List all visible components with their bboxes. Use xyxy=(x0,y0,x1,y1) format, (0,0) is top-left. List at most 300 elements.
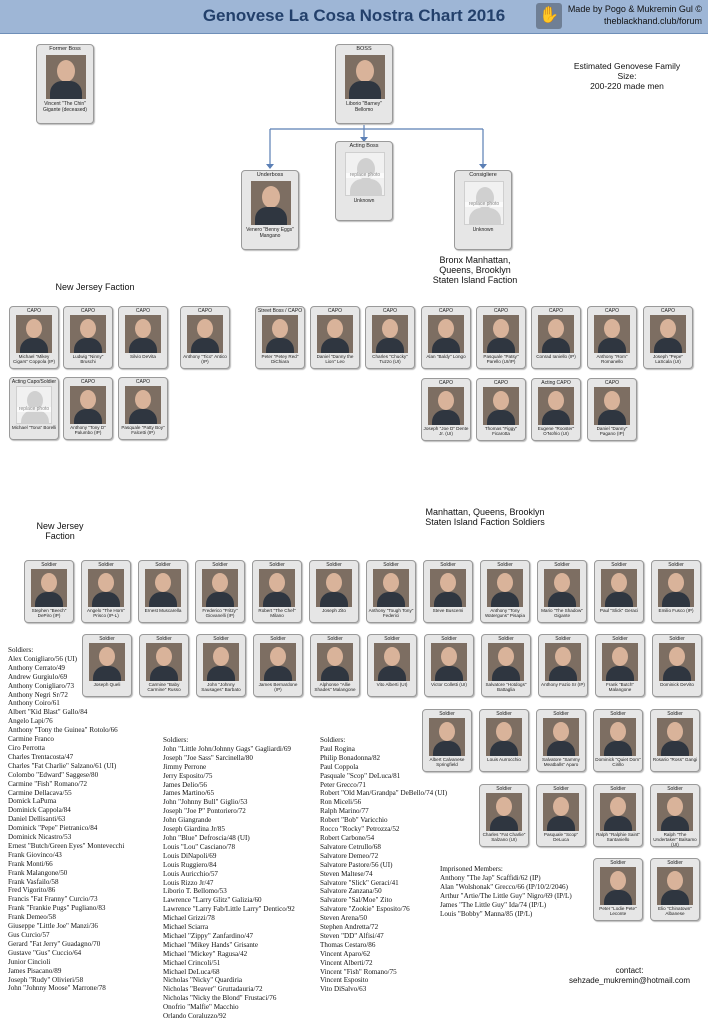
contact-email: sehzade_mukremin@hotmail.com xyxy=(568,976,690,985)
chart-title: Genovese La Cosa Nostra Chart 2016 xyxy=(202,6,506,25)
list-item: Albert "Kid Blast" Gallo/84 xyxy=(8,708,88,717)
card-rank: Soldier xyxy=(668,562,684,568)
list-item: John "Johnny Bull" Giglio/53 xyxy=(163,798,248,807)
portrait-photo xyxy=(545,643,581,681)
list-item: Dominick Cappola/84 xyxy=(8,806,71,815)
note-line: Size: xyxy=(617,71,637,81)
list-item: Vincent Aparo/62 xyxy=(320,949,371,958)
portrait-photo xyxy=(431,643,467,681)
card-name: Thomas "Figgy" Ficarotta xyxy=(484,426,518,436)
card-rank: CAPO xyxy=(327,308,343,314)
list-item: James Pisacano/89 xyxy=(8,966,62,975)
ny-faction-heading: Bronx Manhattan, Queens, Brooklyn Staten Island Faction xyxy=(432,255,518,285)
card-rank: CAPO xyxy=(382,308,398,314)
portrait-photo xyxy=(70,315,106,353)
list-item: Anthony Coiro/61 xyxy=(8,699,60,708)
card-name: Rosario "Ross" Gangi xyxy=(652,757,698,762)
member-card xyxy=(421,306,471,369)
portrait-photo xyxy=(146,643,182,681)
card-name: Conrad Ianiello (IP) xyxy=(536,354,576,359)
list-item: John Giangrande xyxy=(163,816,212,825)
list-item: Philip Bonadonna/82 xyxy=(320,753,381,762)
member-card xyxy=(479,709,529,772)
list-item: Dominick "Pepe" Pietranico/84 xyxy=(8,824,98,833)
list-item: Michael Sciarra xyxy=(163,923,209,932)
member-card xyxy=(9,306,59,369)
list-item: Colombo "Edward" Saggese/80 xyxy=(8,770,99,779)
portrait-photo xyxy=(203,643,239,681)
credit-line: Made by Pogo & Mukremin Gul © xyxy=(567,4,702,14)
list-item: James Martino/65 xyxy=(163,789,215,798)
card-rank: Soldier xyxy=(439,711,455,717)
member-card xyxy=(118,377,168,440)
member-card xyxy=(63,306,113,369)
contact-label: contact: xyxy=(615,966,644,975)
list-item: Steven Arena/50 xyxy=(320,914,368,923)
list-item: Nicholas "Beaver" Gruttadauria/72 xyxy=(163,985,263,994)
list-item: Frank Vasfailo/58 xyxy=(8,877,59,886)
card-name: Dominick DeVito xyxy=(660,682,694,687)
list-item: Domick LaPuma xyxy=(8,797,57,806)
card-name: Charles "Fat Charlie" Salzano (UI) xyxy=(482,832,526,842)
list-item: Thomas Cestaro/86 xyxy=(320,940,376,949)
list-item: Louis DiNapoli/69 xyxy=(163,851,217,860)
list-item: Soldiers: xyxy=(320,736,346,744)
note-line: Estimated Genovese Family xyxy=(573,61,681,71)
portrait-photo xyxy=(487,569,523,607)
card-name: Vito Alberti (UI) xyxy=(376,682,408,687)
placeholder-text: replace photo xyxy=(346,173,384,178)
member-card xyxy=(481,634,531,697)
member-card xyxy=(538,634,588,697)
list-item: Stephen Andretta/72 xyxy=(320,923,379,932)
leader-card-former-boss xyxy=(36,44,94,124)
portrait-photo xyxy=(145,569,181,607)
card-rank: Acting Boss xyxy=(349,143,379,149)
card-name: James Bernardone (IP) xyxy=(258,682,298,692)
card-name: Eugene "Rooster" O'Nofrio (UI) xyxy=(537,426,575,436)
list-item: Ron Miceli/56 xyxy=(320,798,362,807)
card-name: Emilio Fusco (IP) xyxy=(658,608,694,613)
list-item: Charles Trentacosta/47 xyxy=(8,752,74,761)
member-card xyxy=(594,560,644,623)
card-name: Vincent "The Chin" Gigante (deceased) xyxy=(43,101,87,113)
card-rank: Soldier xyxy=(327,636,343,642)
member-card xyxy=(139,634,189,697)
list-item: Michael Grizzi/78 xyxy=(163,914,215,923)
card-rank: CAPO xyxy=(660,308,676,314)
list-item: Michael DeLuca/68 xyxy=(163,967,220,976)
list-item: Robert "Old Man/Grandpa" DeBello/74 (UI) xyxy=(320,789,448,798)
list-item: Jimmy Perrone xyxy=(163,762,207,771)
list-item: Pasquale "Scop" DeLuca/81 xyxy=(320,771,401,780)
card-name: Joseph "Joe D" Dente Jr. (UI) xyxy=(423,426,469,436)
list-item: Anthony "The Jap" Scaffidi/62 (IP) xyxy=(440,873,541,882)
list-item: Joseph "Joe P" Pontoriero/72 xyxy=(163,807,246,816)
card-rank: Soldier xyxy=(667,786,683,792)
portrait-photo xyxy=(483,315,519,353)
portrait-photo xyxy=(31,569,67,607)
card-rank: Soldier xyxy=(669,636,685,642)
list-item: Gustave "Gus" Cuccio/64 xyxy=(8,948,82,957)
list-item: Daniel Dellisanti/63 xyxy=(8,815,66,824)
portrait-photo xyxy=(657,718,693,756)
list-item: Frank "Frankie Pugs" Pugliano/83 xyxy=(8,904,106,913)
list-item: Salvatore Cetrullo/68 xyxy=(320,842,381,851)
card-name: Ludwig "Ninny" Bruschi xyxy=(72,354,104,364)
portrait-photo xyxy=(125,386,161,424)
member-card xyxy=(366,560,416,623)
member-card xyxy=(650,858,700,921)
card-name: Daniel "Danny the Lion" Leo xyxy=(316,354,354,364)
list-item: Vincent Esposito xyxy=(320,976,369,985)
portrait-photo xyxy=(316,569,352,607)
note-line: 200-220 made men xyxy=(590,81,664,91)
card-name: Victor Colletti (UI) xyxy=(431,682,467,687)
list-item: Ciro Perrotta xyxy=(8,743,45,752)
portrait-photo xyxy=(428,315,464,353)
portrait-photo xyxy=(259,569,295,607)
member-card xyxy=(310,634,360,697)
list-item: Arthur "Artie/The Little Guy" Nigro/69 (IP/L) xyxy=(440,891,572,900)
portrait-photo xyxy=(600,867,636,905)
card-rank: Consigliere xyxy=(469,172,497,178)
list-item: Michael "Mikey Hands" Grisante xyxy=(163,940,259,949)
list-item: Soldiers: xyxy=(8,646,34,654)
portrait-photo xyxy=(125,315,161,353)
member-card xyxy=(367,634,417,697)
member-card xyxy=(423,560,473,623)
card-name: Carmine "Baby Carmine" Russo xyxy=(147,682,181,692)
portrait-photo xyxy=(70,386,106,424)
placeholder-text: replace photo xyxy=(465,202,503,207)
card-name: Ernest Muscarella xyxy=(144,608,182,613)
list-item: Salvatore Pastore/56 (UI) xyxy=(320,860,393,869)
member-card xyxy=(537,560,587,623)
card-rank: Soldier xyxy=(213,636,229,642)
portrait-photo xyxy=(16,315,52,353)
card-name: Mario "The Shadow" Gigante xyxy=(541,608,583,618)
card-name: Frank "Butch" Malangone xyxy=(605,682,635,692)
soldiers-list-1 xyxy=(8,646,124,993)
portrait-photo xyxy=(317,643,353,681)
card-rank: Soldier xyxy=(553,711,569,717)
list-item: Jerry Esposito/75 xyxy=(163,771,213,780)
member-card xyxy=(476,306,526,369)
list-item: Carmine Franco xyxy=(8,735,54,744)
list-item: Salvatore "Slick" Geraci/41 xyxy=(320,878,399,887)
card-rank: Soldier xyxy=(155,562,171,568)
portrait-photo xyxy=(602,643,638,681)
portrait-photo xyxy=(543,793,579,831)
list-item: Vincent Alberti/72 xyxy=(320,958,373,967)
list-item: Charles "Fat Charlie" Salzano/61 (UI) xyxy=(8,761,117,770)
list-item: Alex Conigliaro/56 (UI) xyxy=(8,654,77,663)
card-name: Joseph Zito xyxy=(322,608,346,613)
list-item: Onofrio "Malfie" Macchio xyxy=(163,1003,239,1012)
card-name: Louis Aurrocchio xyxy=(487,757,521,762)
card-rank: Soldier xyxy=(611,562,627,568)
card-rank: CAPO xyxy=(135,379,151,385)
list-item: Gerard "Fat Jerry" Guadagno/70 xyxy=(8,939,101,948)
member-card xyxy=(138,560,188,623)
member-card xyxy=(63,377,113,440)
list-item: Ralph Marino/77 xyxy=(320,807,369,816)
member-card xyxy=(118,306,168,369)
member-card xyxy=(531,378,581,441)
list-item: Angelo Lapi/76 xyxy=(8,717,53,726)
list-item: Louis "Bobby" Manna/85 (IP/L) xyxy=(440,909,533,918)
card-name: Peter "Lodie Pete" Leconte xyxy=(599,906,637,916)
card-rank: CAPO xyxy=(135,308,151,314)
card-rank: Soldier xyxy=(383,562,399,568)
card-name: Michael "Mikey Cigars" Coppola (IP) xyxy=(13,354,55,364)
portrait-photo xyxy=(317,315,353,353)
member-card xyxy=(593,784,643,847)
portrait-photo xyxy=(262,315,298,353)
card-name: Daniel "Danny" Pagano (IP) xyxy=(596,426,628,436)
list-item: Rocco "Rocky" Petrozza/52 xyxy=(320,825,400,834)
list-item: Joseph "Joe Sass" Sarcinella/80 xyxy=(163,753,253,762)
card-name: Venero "Benny Eggs" Mangano xyxy=(246,227,294,239)
portrait-photo xyxy=(600,718,636,756)
card-name: Anthony "Rom" Romanello xyxy=(596,354,628,364)
list-item: James Delio/56 xyxy=(163,780,207,789)
card-rank: Soldier xyxy=(99,636,115,642)
list-item: Vito DiSalvo/63 xyxy=(320,985,367,994)
member-card xyxy=(81,560,131,623)
portrait-photo xyxy=(650,315,686,353)
list-item: Anthony "Tony the Guinea" Rotolo/66 xyxy=(8,726,118,735)
list-item: Salvatore Zanzana/50 xyxy=(320,887,382,896)
member-card xyxy=(424,634,474,697)
list-item: Andrew Gurgiulo/69 xyxy=(8,672,68,681)
card-rank: Soldier xyxy=(555,636,571,642)
card-name: Joseph "Pepe" LaScala (UI) xyxy=(652,354,684,364)
list-item: Louis "Lou" Casciano/78 xyxy=(163,842,235,851)
black-hand-logo-icon: ✋ xyxy=(536,3,562,29)
card-name: Paul "Slick" Geraci xyxy=(599,608,639,613)
list-item: Frank Giovinco/43 xyxy=(8,850,62,859)
card-rank: CAPO xyxy=(438,380,454,386)
placeholder-photo xyxy=(345,152,385,196)
list-item: John "Little John/Johnny Gags" Gagliardi/69 xyxy=(163,744,291,753)
card-name: Alphonse "Allie Shades" Malangone xyxy=(314,682,356,692)
card-rank: Street Boss / CAPO xyxy=(257,308,303,314)
member-card xyxy=(309,560,359,623)
list-item: Louis Rizzo Jr/47 xyxy=(163,878,214,887)
card-rank: Soldier xyxy=(497,562,513,568)
card-rank: Underboss xyxy=(256,172,284,178)
list-item: Imprisoned Members: xyxy=(440,865,503,873)
member-card xyxy=(479,784,529,847)
leader-card-acting-boss xyxy=(335,141,393,221)
list-item: Alan "Wolshonak" Grecco/66 (IP/10/2/2046) xyxy=(440,882,568,891)
list-item: Junior Cincioli xyxy=(8,957,51,966)
card-name: Pasquale "Patsy" Parello (UI/IP) xyxy=(483,354,519,364)
list-item: Fred Vigorito/86 xyxy=(8,886,56,895)
portrait-photo xyxy=(538,315,574,353)
list-item: Michael Crincoli/51 xyxy=(163,958,221,967)
card-name: Unknown xyxy=(472,227,494,233)
portrait-photo xyxy=(88,569,124,607)
card-name: Joseph Queli xyxy=(93,682,121,687)
list-item: Paul Coppola xyxy=(320,762,359,771)
portrait-photo xyxy=(538,387,574,425)
list-item: Frank Malangone/50 xyxy=(8,868,68,877)
member-card xyxy=(480,560,530,623)
member-card xyxy=(180,306,230,369)
portrait-photo xyxy=(373,569,409,607)
list-item: Frank Demeo/58 xyxy=(8,913,56,922)
member-card xyxy=(24,560,74,623)
list-item: Joseph Giardina Jr/85 xyxy=(163,825,225,834)
leader-card-underboss xyxy=(241,170,299,250)
card-rank: Soldier xyxy=(554,562,570,568)
member-card xyxy=(595,634,645,697)
card-rank: Soldier xyxy=(496,711,512,717)
card-name: Steve Buscemi xyxy=(432,608,464,613)
list-item: Lawrence "Larry Glitz" Galizia/60 xyxy=(163,896,262,905)
card-rank: Soldier xyxy=(270,636,286,642)
member-card xyxy=(365,306,415,369)
card-rank: CAPO xyxy=(197,308,213,314)
card-name: Anthony "Tico" Antico (IP) xyxy=(183,354,227,364)
card-name: Salvatore "Hotdogs" Battaglia xyxy=(485,682,527,692)
soldiers-list-2 xyxy=(163,736,295,1021)
portrait-photo xyxy=(345,55,385,99)
card-rank: CAPO xyxy=(26,308,42,314)
list-item: John "Johnny Moose" Marrone/78 xyxy=(8,984,106,993)
member-card xyxy=(536,709,586,772)
member-card xyxy=(476,378,526,441)
card-rank: CAPO xyxy=(548,308,564,314)
portrait-photo xyxy=(251,181,291,225)
list-item: Louis Auricchio/57 xyxy=(163,869,218,878)
portrait-photo xyxy=(594,315,630,353)
list-item: Frank Monti/66 xyxy=(8,859,53,868)
list-item: Gus Curcio/57 xyxy=(8,931,50,939)
card-name: Silvio DeVita xyxy=(130,354,156,359)
portrait-photo xyxy=(543,718,579,756)
leader-card-boss xyxy=(335,44,393,124)
card-rank: Soldier xyxy=(612,636,628,642)
portrait-photo xyxy=(187,315,223,353)
card-rank: Soldier xyxy=(156,636,172,642)
list-item: Salvatore "Zookie" Esposito/76 xyxy=(320,905,410,914)
card-name: Unknown xyxy=(353,198,375,204)
member-card xyxy=(310,306,360,369)
list-item: Carmine Dellacava/55 xyxy=(8,788,72,797)
imprisoned-list xyxy=(440,865,572,918)
card-rank: Soldier xyxy=(98,562,114,568)
portrait-photo xyxy=(658,569,694,607)
member-card xyxy=(593,709,643,772)
list-item: Michael "Zippy" Zanfardino/47 xyxy=(163,931,254,940)
card-rank: Soldier xyxy=(610,711,626,717)
member-card xyxy=(421,378,471,441)
nj-faction-heading: New Jersey Faction xyxy=(55,282,135,292)
member-card xyxy=(531,306,581,369)
card-rank: Acting CAPO xyxy=(541,380,571,386)
card-rank: Soldier xyxy=(212,562,228,568)
member-card xyxy=(650,709,700,772)
list-item: Peter Grecco/71 xyxy=(320,780,366,789)
member-card xyxy=(643,306,693,369)
portrait-photo xyxy=(374,643,410,681)
card-name: Salvatore "Sammy Meatballs" Aparo xyxy=(542,757,580,767)
member-card xyxy=(253,634,303,697)
portrait-photo xyxy=(601,569,637,607)
card-name: John "Johnny Sausages" Barbato xyxy=(201,682,241,692)
list-item: Robert "Bob" Varicchio xyxy=(320,816,388,825)
portrait-photo xyxy=(428,387,464,425)
list-item: Anthony Conigliaro/73 xyxy=(8,681,75,690)
card-name: Pasquale "Patty Boy" Falcetti (IP) xyxy=(121,425,165,435)
portrait-photo xyxy=(488,643,524,681)
card-rank: Soldier xyxy=(384,636,400,642)
soldiers-list-3 xyxy=(320,736,447,994)
list-item: Dominick Nicastro/53 xyxy=(8,833,72,842)
contact-block xyxy=(569,966,690,986)
family-size-note xyxy=(556,61,698,91)
ny-soldiers-heading: Manhattan, Queens, Brooklyn Staten Island Faction Soldiers xyxy=(425,507,545,527)
list-item: Anthony Negri Sr/72 xyxy=(8,690,68,699)
portrait-photo xyxy=(600,793,636,831)
list-item: Nicholas "Nicky" Quardiria xyxy=(163,976,243,985)
card-rank: CAPO xyxy=(493,308,509,314)
card-rank: Soldier xyxy=(440,562,456,568)
card-name: Alan "Baldy" Longo xyxy=(426,354,466,359)
card-rank: Former Boss xyxy=(49,46,81,52)
list-item: Steven "DD" Alfisi/47 xyxy=(320,931,384,940)
list-item: Liborio T. Bellomo/53 xyxy=(163,887,227,896)
portrait-photo xyxy=(430,569,466,607)
portrait-photo xyxy=(486,718,522,756)
list-item: Orlando Coraluzzo/92 xyxy=(163,1012,227,1021)
member-card xyxy=(536,784,586,847)
portrait-photo xyxy=(657,867,693,905)
card-name: Stephen "Beech" DePiro (IP) xyxy=(31,608,67,618)
card-rank: Soldier xyxy=(269,562,285,568)
member-card xyxy=(587,306,637,369)
member-card xyxy=(255,306,305,369)
card-rank: CAPO xyxy=(438,308,454,314)
nj-soldiers-heading: New Jersey Faction xyxy=(36,521,84,541)
card-name: Anthony "Tough Tony" Federici xyxy=(368,608,414,618)
member-card xyxy=(651,560,701,623)
list-item: James "The Little Guy" Ida/74 (IP/L) xyxy=(440,900,547,909)
card-rank: CAPO xyxy=(80,308,96,314)
card-name: Charles "Chucky" Tuzzo (UI) xyxy=(372,354,408,364)
card-rank: Soldier xyxy=(41,562,57,568)
list-item: Steven Maltese/74 xyxy=(320,869,373,878)
portrait-photo xyxy=(544,569,580,607)
card-rank: CAPO xyxy=(604,308,620,314)
card-rank: Acting Capo/Soldier xyxy=(11,379,57,385)
list-item: Vincent "Fish" Romano/75 xyxy=(320,967,397,976)
portrait-photo xyxy=(372,315,408,353)
list-item: John "Blue" Defroscia/48 (UI) xyxy=(163,833,250,842)
member-card xyxy=(9,377,59,440)
card-rank: Soldier xyxy=(498,636,514,642)
leader-card-consigliere xyxy=(454,170,512,250)
card-name: Liborio "Barney" Bellomo xyxy=(346,101,382,113)
card-rank: Soldier xyxy=(610,860,626,866)
portrait-photo xyxy=(483,387,519,425)
portrait-photo xyxy=(202,569,238,607)
list-item: Ernest "Butch/Green Eyes" Montevecchi xyxy=(8,841,125,850)
